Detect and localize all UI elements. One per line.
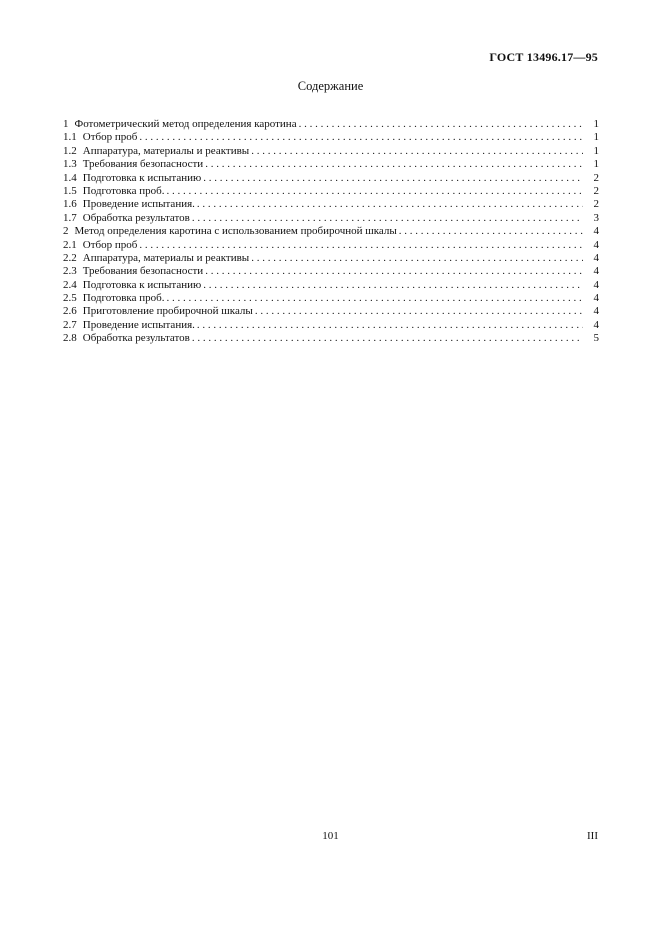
- toc-dot-leader: [205, 158, 583, 171]
- toc-entry-number: 1.3: [63, 158, 77, 171]
- toc-entry: [63, 292, 599, 305]
- toc-entry-page: 4: [593, 225, 599, 238]
- toc-dot-leader: [166, 292, 583, 305]
- toc-dot-leader: [399, 225, 583, 238]
- toc-entry-number: 1.6: [63, 198, 77, 211]
- toc-title: Содержание: [297, 79, 364, 93]
- standard-code: ГОСТ 13496.17—95: [489, 50, 598, 64]
- toc-dot-leader: [205, 265, 583, 278]
- toc-entry-number: 2.7: [63, 318, 77, 331]
- roman-page-number: III: [587, 830, 598, 842]
- toc-entry-number: 2.5: [63, 292, 77, 305]
- toc-entry-number: 1.1: [63, 131, 77, 144]
- toc-entry-page: 5: [593, 332, 599, 345]
- toc-entry-title: Проведение испытания.: [82, 318, 195, 331]
- toc-entry-page: 4: [593, 318, 599, 331]
- toc-dot-leader: [139, 239, 583, 252]
- toc-entry-page: 1: [593, 118, 599, 130]
- toc-entry-number: 2.1: [63, 238, 77, 251]
- toc-entry-title: Подготовка проб.: [82, 184, 165, 197]
- toc-dot-leader: [192, 332, 583, 345]
- toc-dot-leader: [192, 212, 583, 225]
- toc-entry-title: Метод определения каротина с использованием пробирочной шкалы: [74, 225, 397, 238]
- toc-entry-page: 2: [593, 171, 599, 184]
- toc-entry: [63, 305, 599, 318]
- toc-entry: [63, 185, 599, 198]
- toc-entry-number: 1.2: [63, 144, 77, 157]
- toc-entry: [63, 239, 599, 252]
- toc-dot-leader: [203, 172, 583, 185]
- toc-entry-page: 1: [593, 144, 599, 157]
- toc-dot-leader: [251, 145, 583, 158]
- toc-dot-leader: [197, 319, 583, 332]
- toc-entry-number: 1.4: [63, 171, 77, 184]
- toc-entry: [63, 145, 599, 158]
- toc-entry-page: 4: [593, 251, 599, 264]
- toc-dot-leader: [255, 305, 583, 318]
- toc-entry-number: 2.8: [63, 332, 77, 345]
- toc-entry: [63, 212, 599, 225]
- toc-entry-title: Подготовка проб.: [82, 292, 165, 305]
- toc-entry-number: 2.4: [63, 278, 77, 291]
- toc-entry-number: 2.6: [63, 305, 77, 318]
- toc-entry-page: 2: [593, 198, 599, 211]
- toc-entry-number: 1.7: [63, 211, 77, 224]
- toc-dot-leader: [299, 118, 583, 131]
- toc-entry-page: 4: [593, 292, 599, 305]
- toc-entry: [63, 158, 599, 171]
- toc-entry-number: 2: [63, 225, 69, 238]
- toc-entry-title: Требования безопасности: [82, 158, 204, 171]
- toc-entry-number: 1: [63, 118, 69, 130]
- toc-dot-leader: [251, 252, 583, 265]
- toc-entry: [63, 172, 599, 185]
- toc-entry: [63, 319, 599, 332]
- toc-entry: [63, 198, 599, 211]
- toc-entry: [63, 252, 599, 265]
- toc-entry-page: 4: [593, 265, 599, 278]
- toc-entry-title: Отбор проб: [82, 238, 138, 251]
- toc-entry-number: 2.2: [63, 251, 77, 264]
- toc-entry-page: 1: [593, 158, 599, 171]
- page-number: 101: [322, 830, 339, 842]
- toc-entry-title: Проведение испытания.: [82, 198, 195, 211]
- toc-entry-title: Требования безопасности: [82, 265, 204, 278]
- toc-entry: [63, 279, 599, 292]
- toc-dot-leader: [139, 131, 583, 144]
- toc-entry: [63, 265, 599, 278]
- toc-entry: [63, 225, 599, 238]
- toc-entry-title: Обработка результатов: [82, 332, 190, 345]
- table-of-contents: [63, 118, 599, 346]
- toc-entry: [63, 118, 599, 131]
- toc-entry-title: Отбор проб: [82, 131, 138, 144]
- toc-entry-title: Аппаратура, материалы и реактивы: [82, 251, 250, 264]
- toc-entry: [63, 131, 599, 144]
- toc-dot-leader: [197, 198, 583, 211]
- toc-entry-page: 4: [593, 238, 599, 251]
- toc-entry-page: 4: [593, 305, 599, 318]
- toc-entry-number: 2.3: [63, 265, 77, 278]
- toc-entry-title: Подготовка к испытанию: [82, 171, 202, 184]
- toc-entry-page: 1: [593, 131, 599, 144]
- toc-entry: [63, 332, 599, 345]
- toc-dot-leader: [166, 185, 583, 198]
- toc-entry-page: 3: [593, 211, 599, 224]
- toc-entry-title: Подготовка к испытанию: [82, 278, 202, 291]
- toc-entry-page: 4: [593, 278, 599, 291]
- toc-entry-page: 2: [593, 184, 599, 197]
- toc-entry-number: 1.5: [63, 184, 77, 197]
- toc-entry-title: Аппаратура, материалы и реактивы: [82, 144, 250, 157]
- toc-entry-title: Обработка результатов: [82, 211, 190, 224]
- toc-entry-title: Приготовление пробирочной шкалы: [82, 305, 253, 318]
- toc-dot-leader: [203, 279, 583, 292]
- toc-entry-title: Фотометрический метод определения каротина: [74, 118, 297, 130]
